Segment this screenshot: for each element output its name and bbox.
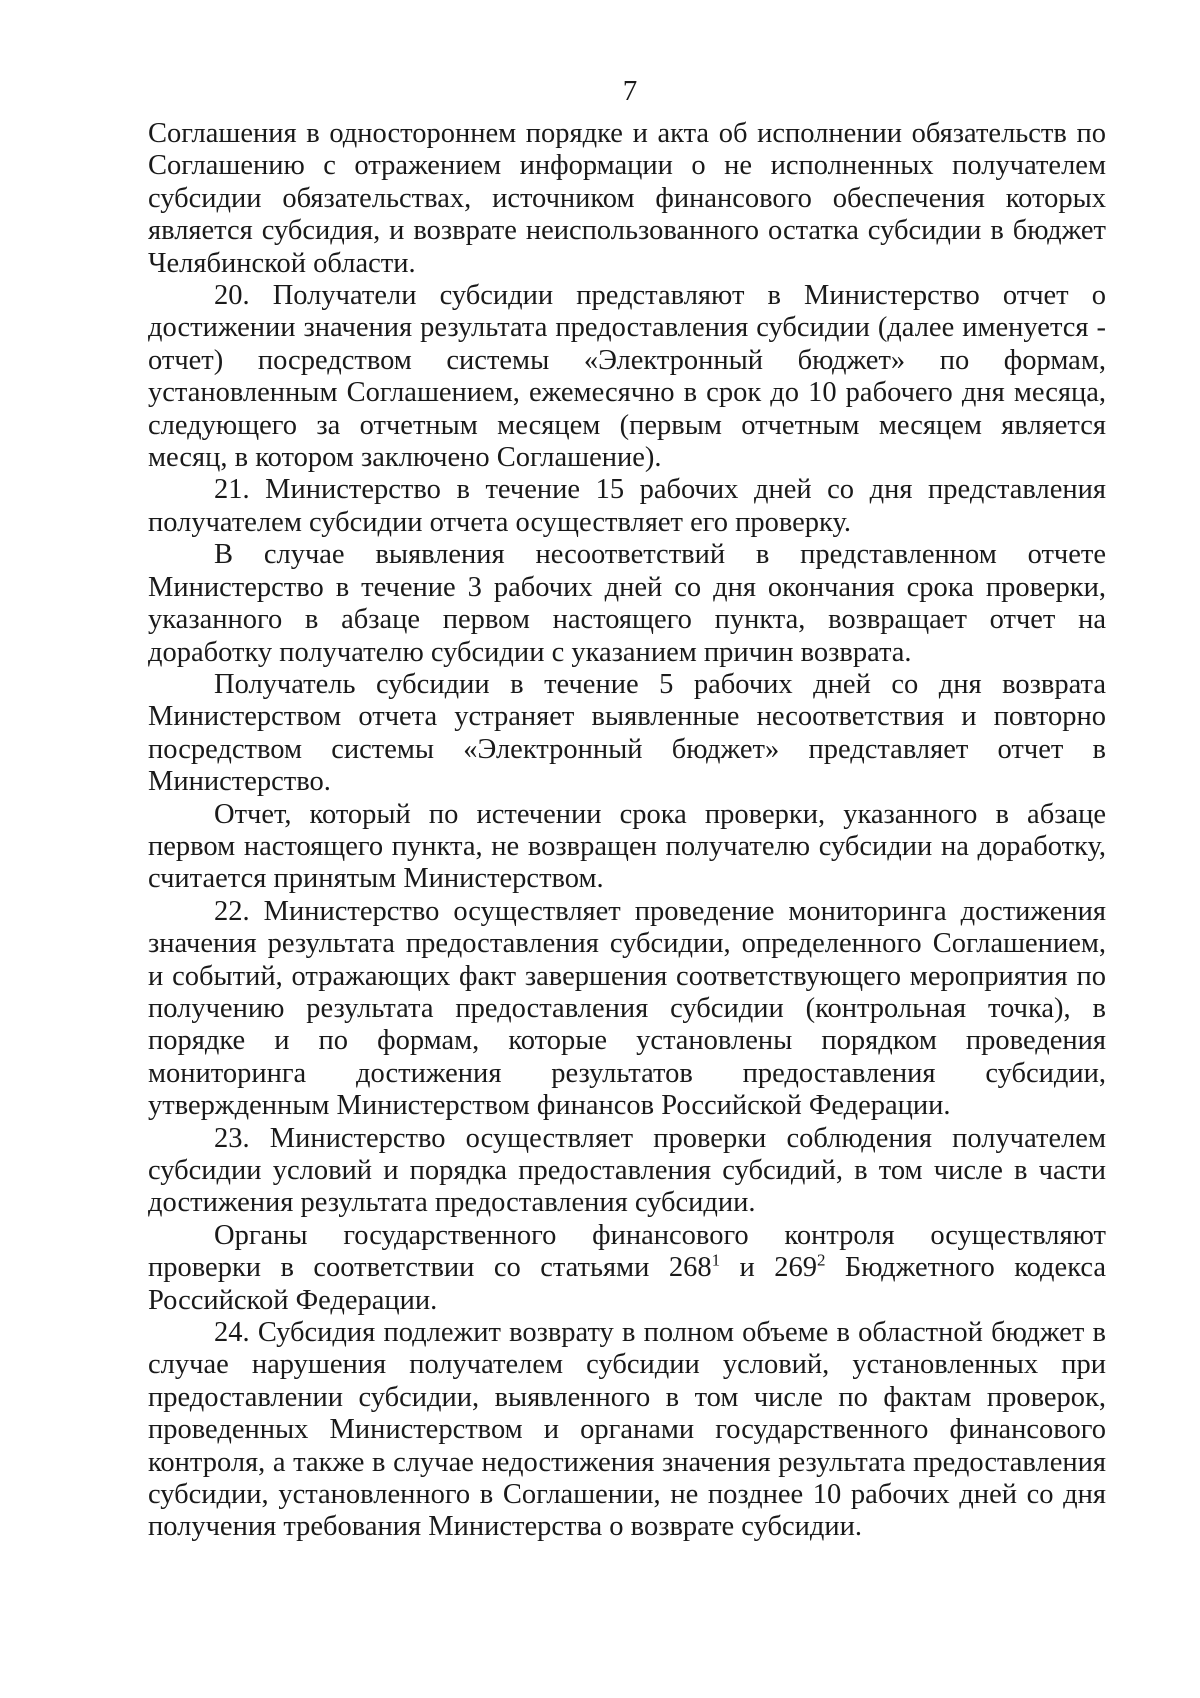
- superscript-2: 2: [816, 1250, 826, 1270]
- paragraph-item-22: 22. Министерство осуществляет проведение мониторинга достижения значения результата предоставления субсидии, определенного Соглашением, и событий, отражающих факт завершения соответствующего мероприятия по получению результата предоставления субсидии (контрольная точка), в порядке и по формам, которые установлены порядком проведения мониторинга достижения результатов предоставления субсидии, утвержденным Министерством финансов Российской Федерации.: [148, 895, 1106, 1122]
- paragraph-item-21-accepted: Отчет, который по истечении срока проверки, указанного в абзаце первом настоящего пункта, не возвращен получателю субсидии на доработку, считается принятым Министерством.: [148, 798, 1106, 895]
- paragraph-item-24: 24. Субсидия подлежит возврату в полном объеме в областной бюджет в случае нарушения получателем субсидии условий, установленных при предоставлении субсидии, выявленного в том числе по фактам проверок, проведенных Министерством и органами государственного финансового контроля, а также в случае недостижения значения результата предоставления субсидии, установленного в Соглашении, не позднее 10 рабочих дней со дня получения требования Министерства о возврате субсидии.: [148, 1317, 1106, 1543]
- paragraph-item-21-return: В случае выявления несоответствий в представленном отчете Министерство в течение 3 рабочих дней со дня окончания срока проверки, указанного в абзаце первом настоящего пункта, возвращает отчет на доработку получателю субсидии с указанием причин возврата.: [148, 539, 1106, 668]
- paragraph-item-23: 23. Министерство осуществляет проверки соблюдения получателем субсидии условий и порядка предоставления субсидий, в том числе в части достижения результата предоставления субсидии.: [148, 1122, 1106, 1219]
- paragraph-text-part: Органы государственного финансового контроля осуществляют проверки в соответствии со статьями 268: [148, 1219, 1106, 1284]
- paragraph-item-21-correction: Получатель субсидии в течение 5 рабочих дней со дня возврата Министерством отчета устраняет выявленные несоответствия и повторно посредством системы «Электронный бюджет» представляет отчет в Министерство.: [148, 668, 1106, 798]
- paragraph-item-23-control: [148, 1220, 1106, 1317]
- paragraph-item-20: 20. Получатели субсидии представляют в Министерство отчет о достижении значения результата предоставления субсидии (далее именуется - отчет) посредством системы «Электронный бюджет» по формам, установленным Соглашением, ежемесячно в срок до 10 рабочего дня месяца, следующего за отчетным месяцем (первым отчетным месяцем является месяц, в котором заключено Соглашение).: [148, 280, 1106, 474]
- paragraph-continuation: Соглашения в одностороннем порядке и акта об исполнении обязательств по Соглашению с отражением информации о не исполненных получателем субсидии обязательствах, источником финансового обеспечения которых является субсидия, и возврате неиспользованного остатка субсидии в бюджет Челябинской области.: [148, 118, 1106, 279]
- document-body: [148, 118, 1106, 1544]
- paragraph-text-part: и 269: [720, 1252, 817, 1284]
- page-number: 7: [622, 75, 638, 107]
- paragraph-item-21: 21. Министерство в течение 15 рабочих дней со дня представления получателем субсидии отчета осуществляет его проверку.: [148, 474, 1106, 538]
- superscript-1: 1: [711, 1250, 721, 1270]
- paragraph-text-part: Бюджетного кодекса Российской Федерации.: [148, 1252, 1106, 1316]
